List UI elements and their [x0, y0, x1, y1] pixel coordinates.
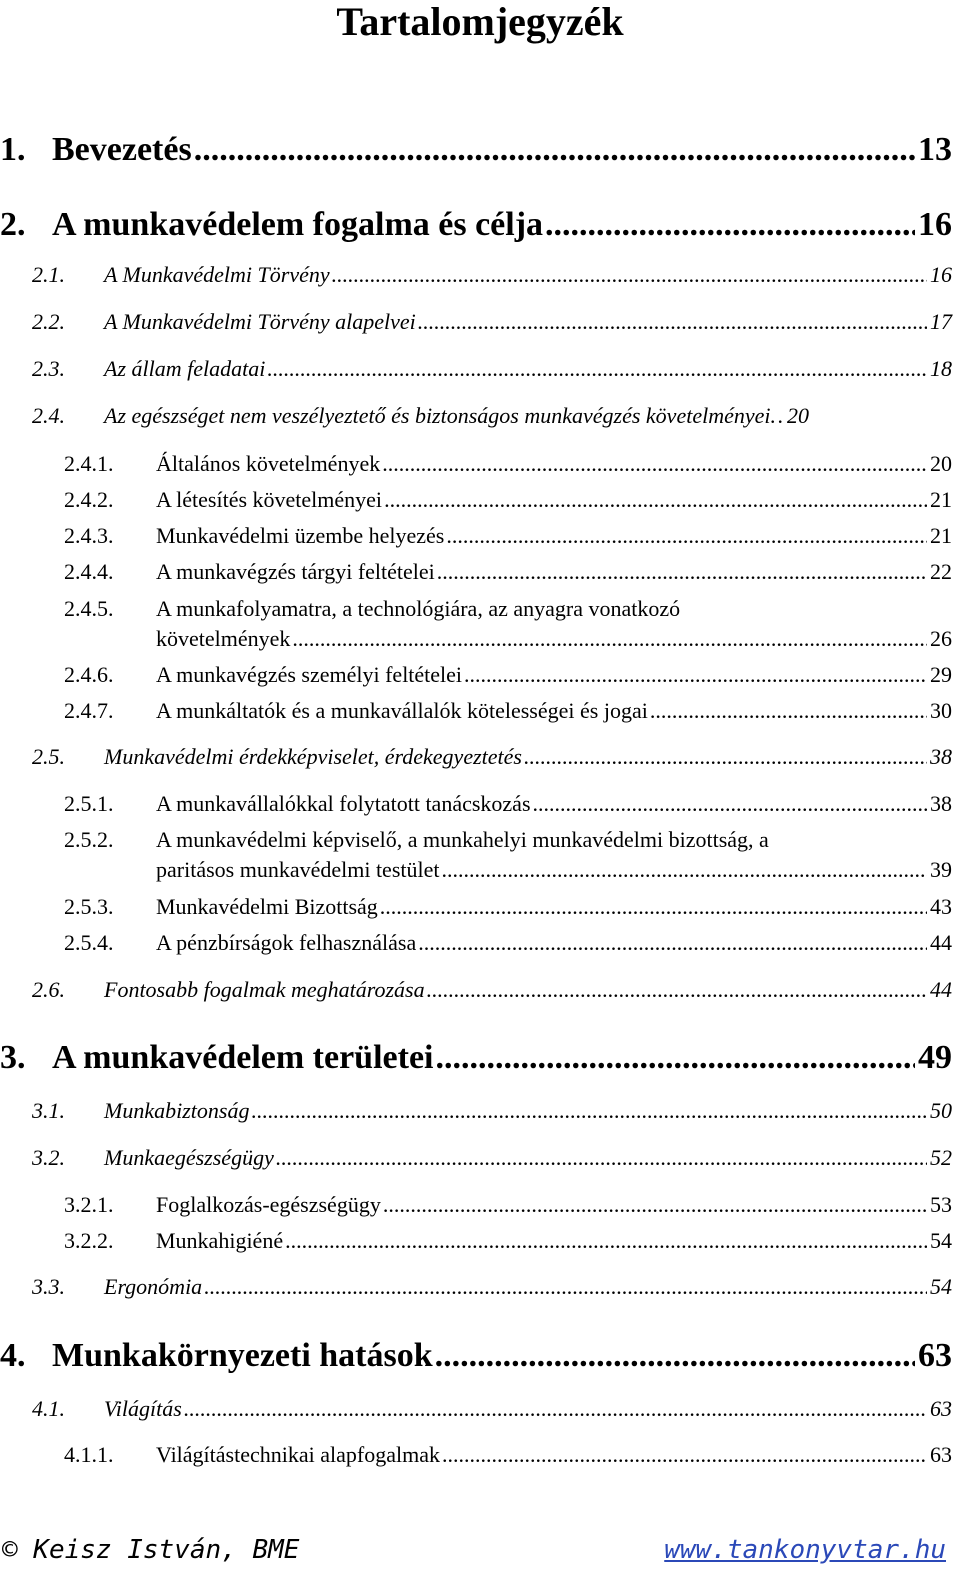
toc-leader	[446, 523, 927, 549]
toc-leader	[436, 1039, 916, 1077]
toc-page-number: 50	[930, 1098, 952, 1123]
toc-page-number: 52	[930, 1145, 952, 1170]
toc-page-number: 16	[930, 262, 952, 287]
toc-number: 3.2.2.	[64, 1228, 114, 1253]
toc-title: Munkabiztonság	[104, 1098, 250, 1123]
toc-title: A Munkavédelmi Törvény	[104, 262, 330, 287]
toc-title: Munkahigiéné	[156, 1228, 284, 1253]
toc-title: Munkavédelmi érdekképviselet, érdekegyeztetés	[104, 744, 522, 769]
toc-number: 2.4.7.	[64, 698, 114, 723]
toc-title: A munkavédelem fogalma és célja	[52, 206, 544, 243]
toc-number: 4.1.1.	[64, 1442, 114, 1467]
toc-entry-2-5-4[interactable]	[64, 930, 952, 956]
toc-number: 2.5.4.	[64, 930, 114, 955]
toc-leader	[292, 626, 927, 652]
toc-title: Munkavédelmi üzembe helyezés	[156, 523, 445, 548]
toc-title: A munkavégzés tárgyi feltételei	[156, 559, 435, 584]
toc-entry-2-4-4[interactable]	[64, 559, 952, 585]
toc-entry-2-3[interactable]	[32, 356, 952, 382]
toc-leader	[267, 356, 927, 382]
toc-entry-3-2[interactable]	[32, 1145, 952, 1171]
toc-page-number: 38	[930, 744, 952, 769]
toc-number: 2.4.	[32, 403, 65, 428]
toc-page-number: 18	[930, 356, 952, 381]
toc-entry-2-4-6[interactable]	[64, 662, 952, 688]
copyright-text: © Keisz István, BME	[2, 1535, 300, 1565]
toc-page-number: 17	[930, 309, 952, 334]
toc-number: 2.1.	[32, 262, 65, 287]
toc-leader	[285, 1228, 927, 1254]
toc-title: A Munkavédelmi Törvény alapelvei	[104, 309, 416, 334]
toc-page-number: 22	[930, 559, 952, 584]
toc-leader	[384, 487, 927, 513]
toc-page-number: 26	[930, 626, 952, 651]
toc-number: 4.1.	[32, 1396, 65, 1421]
toc-title-continued: paritásos munkavédelmi testület	[156, 857, 440, 882]
toc-entry-2-4-2[interactable]	[64, 487, 952, 513]
toc-title: Munkaegészségügy	[104, 1145, 274, 1170]
toc-page-number: 49	[918, 1039, 952, 1076]
toc-entry-2-4-3[interactable]	[64, 523, 952, 549]
toc-page-number: 54	[930, 1274, 952, 1299]
toc-page-number: 63	[930, 1396, 952, 1421]
toc-page-number: 44	[930, 977, 952, 1002]
toc-leader	[464, 662, 927, 688]
toc-entry-1[interactable]	[0, 131, 952, 169]
toc-title: Munkakörnyezeti hatások	[52, 1337, 433, 1374]
toc-leader	[380, 894, 927, 920]
page-footer	[0, 1533, 960, 1573]
toc-number: 3.3.	[32, 1274, 65, 1299]
toc-leader	[437, 559, 927, 585]
toc-title: Az egészséget nem veszélyeztető és biztonságos munkavégzés követelményei.	[104, 403, 776, 428]
toc-leader	[251, 1098, 927, 1124]
toc-entry-2-5-3[interactable]	[64, 894, 952, 920]
toc-entry-2[interactable]	[0, 206, 952, 244]
toc-number: 2.4.3.	[64, 523, 114, 548]
toc-title: Általános követelmények	[156, 451, 381, 476]
toc-leader	[435, 1337, 915, 1375]
toc-leader	[650, 698, 927, 724]
toc-number: 2.5.1.	[64, 791, 114, 816]
toc-title: A munkavédelem területei	[52, 1039, 434, 1076]
toc-leader	[184, 1396, 927, 1422]
toc-number: 3.2.1.	[64, 1192, 114, 1217]
toc-page-number: 63	[930, 1442, 952, 1467]
toc-title: Fontosabb fogalmak meghatározása	[104, 977, 425, 1002]
toc-page-number: 63	[918, 1337, 952, 1374]
toc-page-number: 20	[930, 451, 952, 476]
toc-page-number: 20	[787, 403, 809, 428]
toc-entry-2-5[interactable]	[32, 744, 952, 770]
toc-leader	[382, 451, 927, 477]
toc-number: 1.	[0, 131, 26, 168]
toc-number: 2.3.	[32, 356, 65, 381]
toc-title: A munkáltatók és a munkavállalók kötelességei és jogai	[156, 698, 648, 723]
toc-title: A létesítés követelményei	[156, 487, 383, 512]
toc-entry-3-2-1[interactable]	[64, 1192, 952, 1218]
toc-number: 3.2.	[32, 1145, 65, 1170]
toc-entry-2-4-1[interactable]	[64, 451, 952, 477]
toc-leader	[383, 1192, 927, 1218]
toc-page-number: 44	[930, 930, 952, 955]
toc-page-number: 30	[930, 698, 952, 723]
toc-entry-2-1[interactable]	[32, 262, 952, 288]
toc-leader	[194, 131, 915, 169]
toc-number: 2.4.2.	[64, 487, 114, 512]
toc-page-number: 21	[930, 523, 952, 548]
toc-title: Foglalkozás-egészségügy	[156, 1192, 381, 1217]
toc-title: Munkavédelmi Bizottság	[156, 894, 378, 919]
toc-entry-2-6[interactable]	[32, 977, 952, 1003]
toc-leader	[778, 403, 784, 429]
toc-number: 2.5.2.	[64, 827, 114, 852]
toc-number: 2.4.6.	[64, 662, 114, 687]
toc-leader	[332, 262, 927, 288]
toc-entry-4-1-1[interactable]	[64, 1442, 952, 1468]
toc-entry-2-5-1[interactable]	[64, 791, 952, 817]
toc-title: Az állam feladatai	[104, 356, 266, 381]
toc-leader	[442, 857, 928, 883]
toc-leader	[418, 309, 927, 335]
toc-page-number: 29	[930, 662, 952, 687]
toc-page-number: 38	[930, 791, 952, 816]
toc-entry-3[interactable]	[0, 1039, 952, 1077]
toc-number: 2.4.4.	[64, 559, 114, 584]
toc-number: 3.1.	[32, 1098, 65, 1123]
toc-entry-3-2-2[interactable]	[64, 1228, 952, 1254]
toc-page-number: 39	[930, 857, 952, 882]
toc-title: A pénzbírságok felhasználása	[156, 930, 417, 955]
toc-leader	[427, 977, 927, 1003]
toc-number: 4.	[0, 1337, 26, 1374]
toc-entry-2-4[interactable]	[32, 403, 952, 429]
toc-number: 2.2.	[32, 309, 65, 334]
toc-entry-4-1[interactable]	[32, 1396, 952, 1422]
toc-title: A munkavédelmi képviselő, a munkahelyi munkavédelmi bizottság, a	[156, 827, 769, 852]
toc-page-number: 16	[918, 206, 952, 243]
toc-entry-2-2[interactable]	[32, 309, 952, 335]
toc-title-continued: követelmények	[156, 626, 291, 651]
toc-number: 2.5.	[32, 744, 65, 769]
toc-entry-3-3[interactable]	[32, 1274, 952, 1300]
toc-leader	[418, 930, 927, 956]
toc-leader	[524, 744, 927, 770]
toc-entry-2-4-7[interactable]	[64, 698, 952, 724]
toc-entry-4[interactable]	[0, 1337, 952, 1375]
toc-leader	[442, 1442, 927, 1468]
toc-number: 2.	[0, 206, 26, 243]
toc-entry-2-5-2[interactable]	[64, 827, 952, 853]
toc-number: 3.	[0, 1039, 26, 1076]
toc-page-number: 54	[930, 1228, 952, 1253]
toc-number: 2.6.	[32, 977, 65, 1002]
toc-page-number: 53	[930, 1192, 952, 1217]
toc-page-number: 43	[930, 894, 952, 919]
toc-entry-2-4-5-continued[interactable]	[156, 626, 952, 652]
toc-title: Ergonómia	[104, 1274, 203, 1299]
page-title: Tartalomjegyzék	[336, 0, 624, 44]
toc-page-number: 13	[918, 131, 952, 168]
toc-entry-2-5-2-continued[interactable]	[156, 857, 952, 883]
toc-title: A munkavállalókkal folytatott tanácskozás	[156, 791, 531, 816]
toc-title: Bevezetés	[52, 131, 192, 168]
toc-title: A munkavégzés személyi feltételei	[156, 662, 463, 687]
toc-number: 2.4.5.	[64, 596, 114, 621]
toc-entry-3-1[interactable]	[32, 1098, 952, 1124]
toc-leader	[276, 1145, 927, 1171]
toc-leader	[545, 206, 915, 244]
website-link[interactable]: www.tankonyvtar.hu	[664, 1535, 946, 1565]
toc-leader	[204, 1274, 927, 1300]
toc-title: Világítástechnikai alapfogalmak	[156, 1442, 440, 1467]
toc-entry-2-4-5[interactable]	[64, 596, 952, 622]
toc-page-number: 21	[930, 487, 952, 512]
toc-leader	[533, 791, 927, 817]
toc-title: A munkafolyamatra, a technológiára, az anyagra vonatkozó	[156, 596, 681, 621]
toc-number: 2.4.1.	[64, 451, 114, 476]
toc-title: Világítás	[104, 1396, 182, 1421]
toc-number: 2.5.3.	[64, 894, 114, 919]
